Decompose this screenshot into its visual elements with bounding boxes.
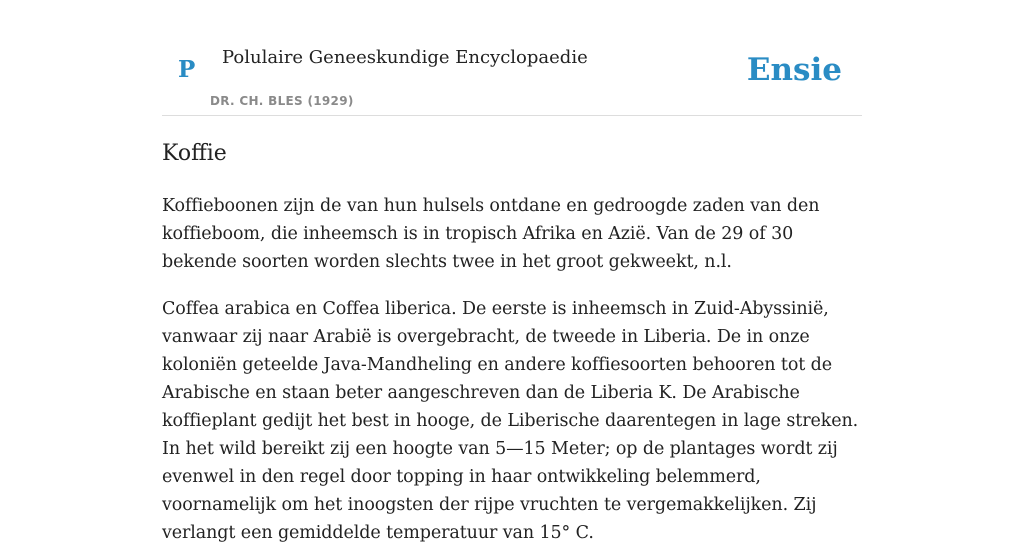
article-paragraph: Coffea arabica en Coffea liberica. De eerste is inheemsch in Zuid-Abyssinië, vanwaar zij naar Arabië is overgebracht, de tweede in Liberia. De in onze koloniën geteelde Java-Mandheling en andere koffiesoorten behooren tot de Arabische en staan beter aangeschreven dan de Liberia K. De Arabische koffieplant gedijt het best in hooge, de Liberische daarentegen in lage streken. In het wild bereikt zij een hoogte van 5—15 Meter; op de plantages wordt zij evenwel in den regel door topping in haar ontwikkeling belemmerd, voornamelijk om het inoogsten der rijpe vruchten te vergemakkelijken. Zij verlangt een gemiddelde temperatuur van 15° C.	[162, 299, 859, 543]
book-author: DR. CH. BLES (1929)	[210, 94, 354, 108]
header	[162, 0, 862, 116]
book-title[interactable]: Polulaire Geneeskundige Encyclopaedie	[222, 47, 588, 68]
ensie-logo-link[interactable]: Ensie	[746, 52, 842, 88]
article-title: Koffie	[162, 141, 227, 166]
article-paragraph: Koffieboonen zijn de van hun hulsels ontdane en gedroogde zaden van den koffieboom, die inheemsch is in tropisch Afrika en Azië. Van de 29 of 30 bekende soorten worden slechts twee in het groot gekweekt, n.l.	[162, 196, 820, 272]
encyclopedia-logo[interactable]: P	[178, 56, 196, 83]
article	[162, 138, 862, 547]
